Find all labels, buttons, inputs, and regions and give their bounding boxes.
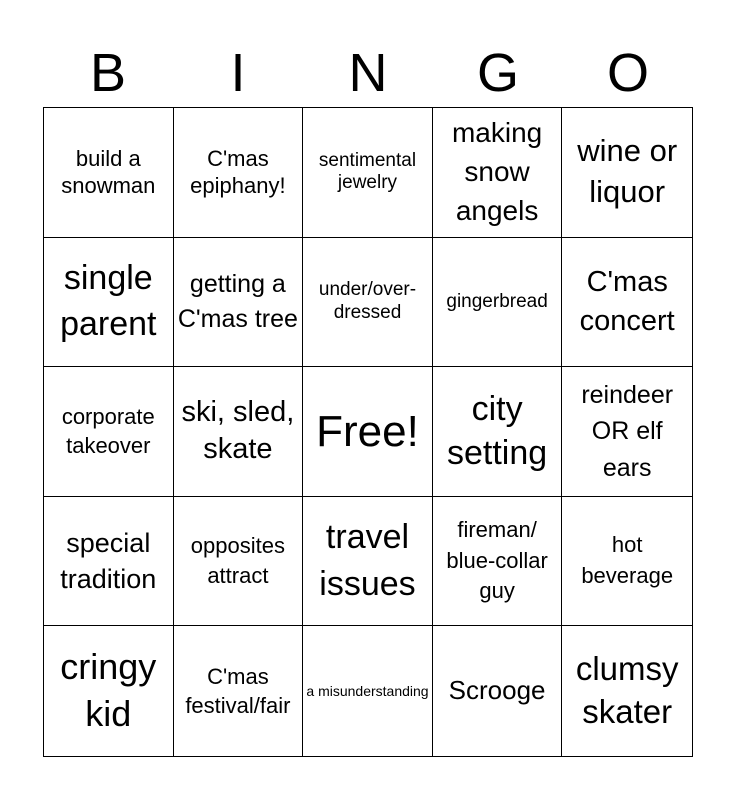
bingo-cell[interactable]: sentimental jewelry: [303, 108, 433, 238]
bingo-cell[interactable]: getting a C'mas tree: [174, 238, 304, 368]
bingo-card: [43, 107, 693, 757]
bingo-cell[interactable]: hot beverage: [562, 497, 692, 627]
bingo-cell[interactable]: Scrooge: [433, 626, 563, 756]
header-letter-o: O: [606, 43, 649, 103]
bingo-cell[interactable]: build a snowman: [44, 108, 174, 238]
free-space[interactable]: Free!: [303, 367, 433, 497]
bingo-cell[interactable]: under/over-dressed: [303, 238, 433, 368]
bingo-cell[interactable]: C'mas festival/fair: [174, 626, 304, 756]
bingo-cell[interactable]: ski, sled, skate: [174, 367, 304, 497]
bingo-cell[interactable]: wine or liquor: [562, 108, 692, 238]
bingo-cell[interactable]: special tradition: [44, 497, 174, 627]
bingo-cell[interactable]: C'mas epiphany!: [174, 108, 304, 238]
bingo-cell[interactable]: clumsy skater: [575, 650, 679, 731]
bingo-cell[interactable]: reindeer OR elf ears: [562, 367, 692, 497]
bingo-cell[interactable]: corporate takeover: [44, 367, 174, 497]
bingo-cell[interactable]: gingerbread: [433, 238, 563, 368]
header-letter-b: B: [89, 43, 127, 103]
bingo-header: [43, 38, 693, 108]
bingo-cell[interactable]: single parent: [44, 238, 174, 368]
header-letter-g: G: [476, 43, 519, 103]
bingo-cell[interactable]: travel issues: [303, 497, 433, 627]
bingo-cell[interactable]: opposites attract: [174, 497, 304, 627]
bingo-cell[interactable]: C'mas concert: [562, 238, 692, 368]
bingo-cell[interactable]: fireman/ blue-collar guy: [433, 497, 563, 627]
bingo-cell[interactable]: city setting: [433, 367, 563, 497]
header-letter-n: N: [348, 43, 388, 103]
bingo-cell[interactable]: making snow angels: [433, 108, 563, 238]
bingo-cell[interactable]: a misunderstanding: [303, 626, 433, 756]
bingo-cell[interactable]: cringy kid: [44, 626, 174, 756]
header-letter-i: I: [230, 43, 246, 103]
